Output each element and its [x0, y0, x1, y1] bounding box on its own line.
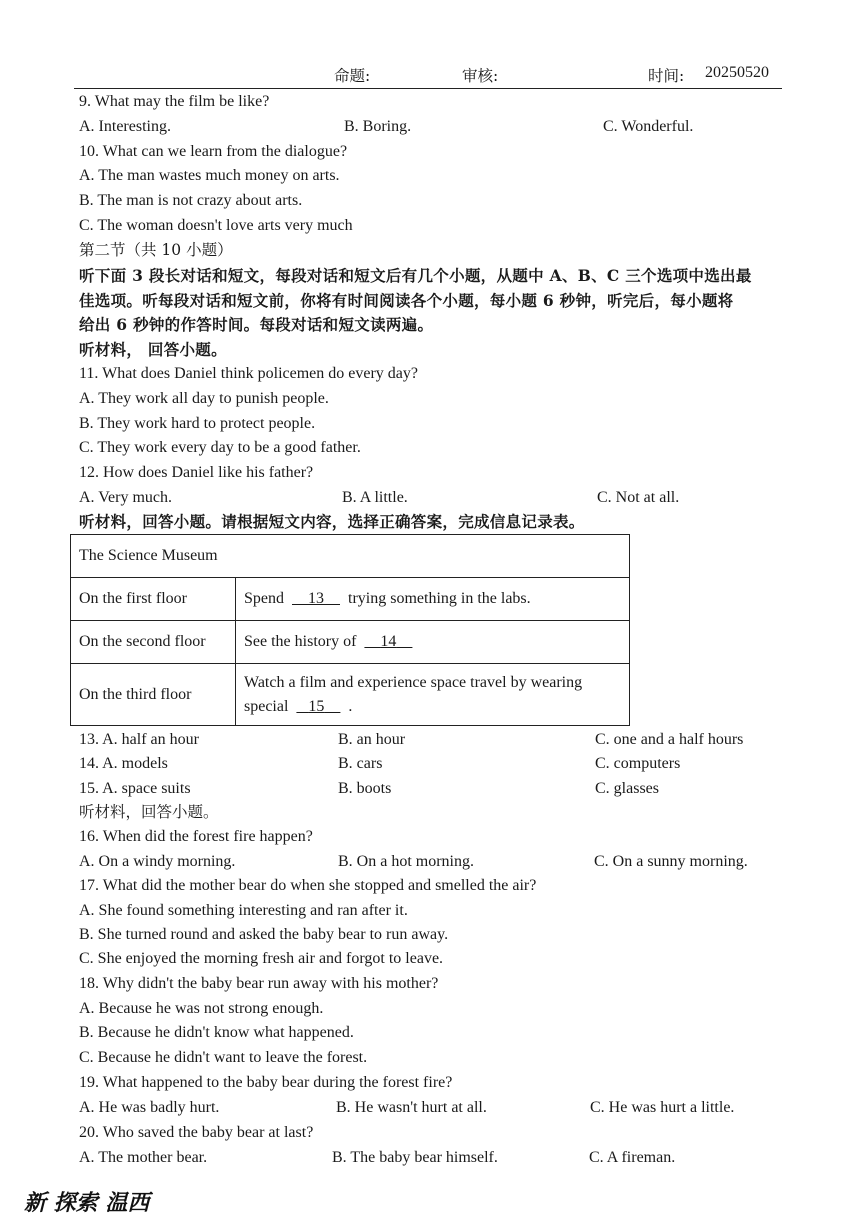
table-row — [71, 578, 630, 621]
activity-text: trying something in the labs. — [348, 590, 531, 607]
q13-option-a: 13. A. half an hour — [79, 731, 199, 748]
q14-option-b: B. cars — [338, 755, 383, 772]
floor-activity — [236, 664, 630, 726]
q20-option-c: C. A fireman. — [589, 1149, 676, 1166]
listening-prompt-3: 听材料，回答小题。 — [79, 803, 219, 821]
answer-blank-15: 15 — [308, 697, 325, 715]
q18-option-b: B. Because he didn't know what happened. — [79, 1024, 354, 1041]
q16-option-a: A. On a windy morning. — [79, 853, 236, 870]
q9-option-a: A. Interesting. — [79, 118, 171, 135]
section2-instructions-line3: 给出 6 秒钟的作答时间。每段对话和短文读两遍。 — [79, 315, 434, 334]
activity-text: Spend — [244, 590, 284, 607]
time-value: 20250520 — [705, 64, 769, 81]
floor-label: On the first floor — [71, 578, 236, 621]
q12-question: 12. How does Daniel like his father? — [79, 464, 314, 481]
q18-option-c: C. Because he didn't want to leave the forest. — [79, 1049, 368, 1066]
floor-activity — [236, 621, 630, 664]
q12-option-b: B. A little. — [342, 489, 408, 506]
q17-option-a: A. She found something interesting and ran after it. — [79, 902, 408, 919]
q17-option-b: B. She turned round and asked the baby bear to run away. — [79, 926, 449, 943]
answer-blank-13: 13 — [308, 590, 324, 607]
section2-title: 第二节（共 10 小题） — [79, 241, 233, 259]
q19-option-b: B. He wasn't hurt at all. — [336, 1099, 487, 1116]
activity-text: See the history of — [244, 633, 357, 650]
q13-option-b: B. an hour — [338, 731, 406, 748]
q12-option-a: A. Very much. — [79, 489, 173, 506]
table-title: The Science Museum — [71, 535, 630, 578]
q16-question: 16. When did the forest fire happen? — [79, 828, 313, 845]
listening-prompt-1: 听材料， 回答小题。 — [79, 340, 227, 359]
q16-option-b: B. On a hot morning. — [338, 853, 474, 870]
q17-option-c: C. She enjoyed the morning fresh air and forgot to leave. — [79, 950, 444, 967]
q12-option-c: C. Not at all. — [597, 489, 680, 506]
table-row — [71, 664, 630, 726]
q16-option-c: C. On a sunny morning. — [594, 853, 748, 870]
q20-option-a: A. The mother bear. — [79, 1149, 208, 1166]
q18-question: 18. Why didn't the baby bear run away with his mother? — [79, 975, 439, 992]
q9-option-b: B. Boring. — [344, 118, 412, 135]
q17-question: 17. What did the mother bear do when she stopped and smelled the air? — [79, 877, 537, 894]
q20-option-b: B. The baby bear himself. — [332, 1149, 498, 1166]
q11-option-a: A. They work all day to punish people. — [79, 390, 329, 407]
q18-option-a: A. Because he was not strong enough. — [79, 1000, 324, 1017]
q13-option-c: C. one and a half hours — [595, 731, 744, 748]
floor-label: On the third floor — [71, 664, 236, 726]
q14-option-a: 14. A. models — [79, 755, 168, 772]
q9-option-c: C. Wonderful. — [603, 118, 694, 135]
q15-option-b: B. boots — [338, 780, 392, 797]
listening-prompt-2: 听材料，回答小题。请根据短文内容，选择正确答案，完成信息记录表。 — [79, 512, 585, 531]
footer-signature: 新 探索 温西 — [24, 1190, 150, 1216]
floor-label: On the second floor — [71, 621, 236, 664]
q15-option-a: 15. A. space suits — [79, 780, 191, 797]
q14-option-c: C. computers — [595, 755, 681, 772]
q10-option-c: C. The woman doesn't love arts very much — [79, 217, 353, 234]
q11-option-b: B. They work hard to protect people. — [79, 415, 316, 432]
answer-blank-14: 14 — [380, 633, 397, 650]
science-museum-table — [70, 534, 630, 726]
q10-question: 10. What can we learn from the dialogue? — [79, 143, 348, 160]
q10-option-a: A. The man wastes much money on arts. — [79, 167, 340, 184]
reviewer-label: 审核: — [462, 67, 499, 85]
proposer-label: 命题: — [334, 67, 371, 85]
activity-text: Watch a film and experience space travel by wearing special — [244, 673, 583, 715]
q11-option-c: C. They work every day to be a good father. — [79, 439, 361, 456]
q19-option-a: A. He was badly hurt. — [79, 1099, 220, 1116]
q10-option-b: B. The man is not crazy about arts. — [79, 192, 303, 209]
header-rule — [74, 88, 782, 89]
q19-question: 19. What happened to the baby bear during the forest fire? — [79, 1074, 453, 1091]
section2-instructions-line2: 佳选项。听每段对话和短文前，你将有时间阅读各个小题，每小题 6 秒钟，听完后，每小题将 — [79, 291, 734, 310]
time-label: 时间: — [648, 67, 685, 85]
q15-option-c: C. glasses — [595, 780, 659, 797]
activity-text: . — [348, 697, 353, 715]
floor-activity — [236, 578, 630, 621]
section2-instructions-line1: 听下面 3 段长对话和短文，每段对话和短文后有几个小题，从题中 A、B、C 三个选项中选出最 — [79, 266, 752, 285]
q19-option-c: C. He was hurt a little. — [590, 1099, 735, 1116]
table-row — [71, 621, 630, 664]
q9-question: 9. What may the film be like? — [79, 93, 270, 110]
q11-question: 11. What does Daniel think policemen do every day? — [79, 365, 419, 382]
q20-question: 20. Who saved the baby bear at last? — [79, 1124, 314, 1141]
